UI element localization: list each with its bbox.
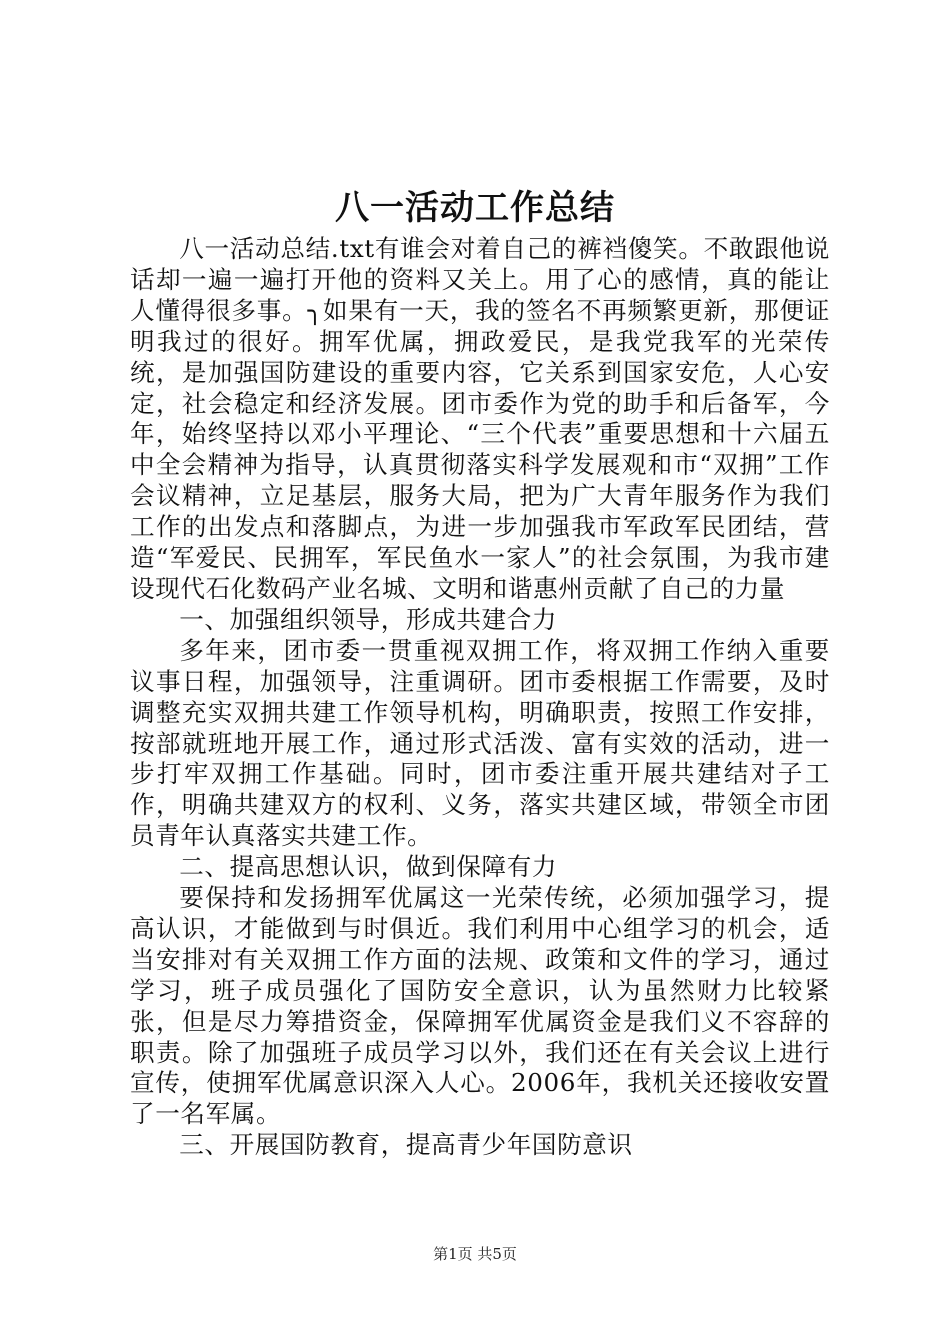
- document-body: [130, 234, 830, 1161]
- section-paragraph-1: 多年来，团市委一贯重视双拥工作，将双拥工作纳入重要议事日程，加强领导，注重调研。团市委根据工作需要，及时调整充实双拥共建工作领导机构，明确职责，按照工作安排，按部就班地开展工作，通过形式活泼、富有实效的活动，进一步打牢双拥工作基础。同时，团市委注重开展共建结对子工作，明确共建双方的权利、义务，落实共建区域，带领全市团员青年认真落实共建工作。: [130, 635, 830, 851]
- page-number-footer: 第1页 共5页: [433, 1245, 517, 1263]
- section-paragraph-2: 要保持和发扬拥军优属这一光荣传统，必须加强学习，提高认识，才能做到与时俱近。我们利用中心组学习的机会，适当安排对有关双拥工作方面的法规、政策和文件的学习，通过学习，班子成员强化了国防安全意识，认为虽然财力比较紧张，但是尽力筹措资金，保障拥军优属资金是我们义不容辞的职责。除了加强班子成员学习以外，我们还在有关会议上进行宣传，使拥军优属意识深入人心。2006年，我机关还接收安置了一名军属。: [130, 883, 830, 1129]
- section-heading-2: 二、提高思想认识，做到保障有力: [179, 852, 558, 882]
- section-heading-1: 一、加强组织领导，形成共建合力: [179, 604, 558, 634]
- document-title: 八一活动工作总结: [335, 188, 615, 228]
- intro-paragraph: 八一活动总结.txt有谁会对着自己的裤裆傻笑。不敢跟他说话却一遍一遍打开他的资料又关上。用了心的感情，真的能让人懂得很多事。╮如果有一天，我的签名不再频繁更新，那便证明我过的很好。拥军优属，拥政爱民，是我党我军的光荣传统，是加强国防建设的重要内容，它关系到国家安危，人心安定，社会稳定和经济发展。团市委作为党的助手和后备军，今年，始终坚持以邓小平理论、“三个代表”重要思想和十六届五中全会精神为指导，认真贯彻落实科学发展观和市“双拥”工作会议精神，立足基层，服务大局，把为广大青年服务作为我们工作的出发点和落脚点，为进一步加强我市军政军民团结，营造“军爱民、民拥军，军民鱼水一家人”的社会氛围，为我市建设现代石化数码产业名城、文明和谐惠州贡献了自己的力量: [130, 234, 830, 603]
- section-heading-3: 三、开展国防教育，提高青少年国防意识: [179, 1130, 633, 1160]
